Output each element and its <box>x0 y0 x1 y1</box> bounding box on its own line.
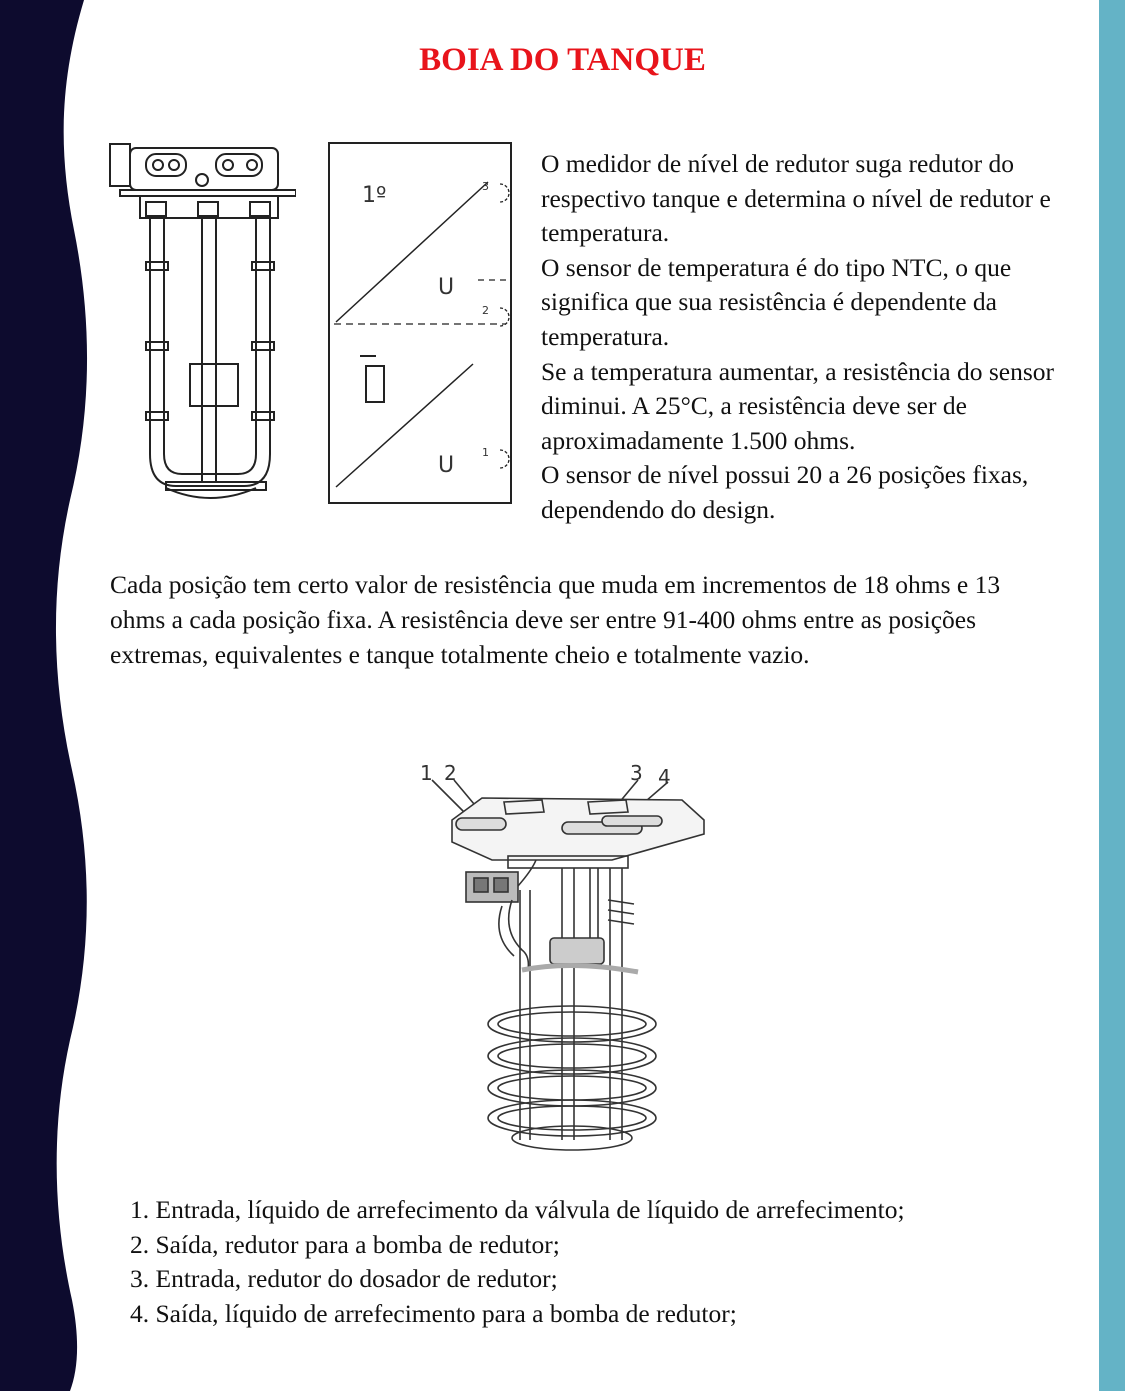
list-item: 3. Entrada, redutor do dosador de redutor; <box>130 1264 558 1294</box>
module-callout-4: 4 <box>658 765 671 789</box>
scheme-label-3: 3 <box>482 180 489 193</box>
scheme-label-2: 2 <box>482 304 489 317</box>
list-item: 4. Saída, líquido de arrefecimento para a bomba de redutor; <box>130 1298 737 1328</box>
module-callout-2: 2 <box>444 761 457 785</box>
intro-paragraph: O sensor de nível possui 20 a 26 posições fixas, dependendo do design. <box>541 460 1029 524</box>
list-item: 1. Entrada, líquido de arrefecimento da válvula de líquido de arrefecimento; <box>130 1195 905 1224</box>
tank-float-drawing <box>106 136 296 502</box>
module-callout-1: 1 <box>420 761 433 785</box>
module-callout-3: 3 <box>630 761 643 785</box>
left-wave-band <box>0 0 100 1391</box>
list-item: 2. Saída, redutor para a bomba de redutor; <box>130 1229 560 1259</box>
intro-paragraph: O medidor de nível de redutor suga redutor do respectivo tanque e determina o nível de redutor e temperatura. <box>541 149 1051 248</box>
reductant-module-drawing <box>412 760 716 1155</box>
intro-text <box>541 147 1061 528</box>
intro-paragraph: O sensor de temperatura é do tipo NTC, o que significa que sua resistência é dependente da temperatura. <box>541 252 1012 351</box>
scheme-label-top: 1º <box>362 183 387 208</box>
intro-paragraph: Se a temperatura aumentar, a resistência do sensor diminui. A 25°C, a resistência deve ser de aproximadamente 1.500 ohms. <box>541 356 1055 455</box>
parts-list <box>130 1193 1080 1331</box>
scheme-label-u-lower: U <box>438 453 455 478</box>
right-accent-bar <box>1099 0 1125 1391</box>
body-paragraph: Cada posição tem certo valor de resistência que muda em incrementos de 18 ohms e 13 ohms a cada posição fixa. A resistência deve ser entre 91-400 ohms entre as posições extremas, equivalentes e tanque totalmente cheio e totalmente vazio. <box>110 570 1001 669</box>
page-title: BOIA DO TANQUE <box>419 42 706 78</box>
scheme-label-1: 1 <box>482 446 489 459</box>
scheme-label-u-upper: U <box>438 275 455 300</box>
level-sensor-schematic <box>328 142 512 504</box>
